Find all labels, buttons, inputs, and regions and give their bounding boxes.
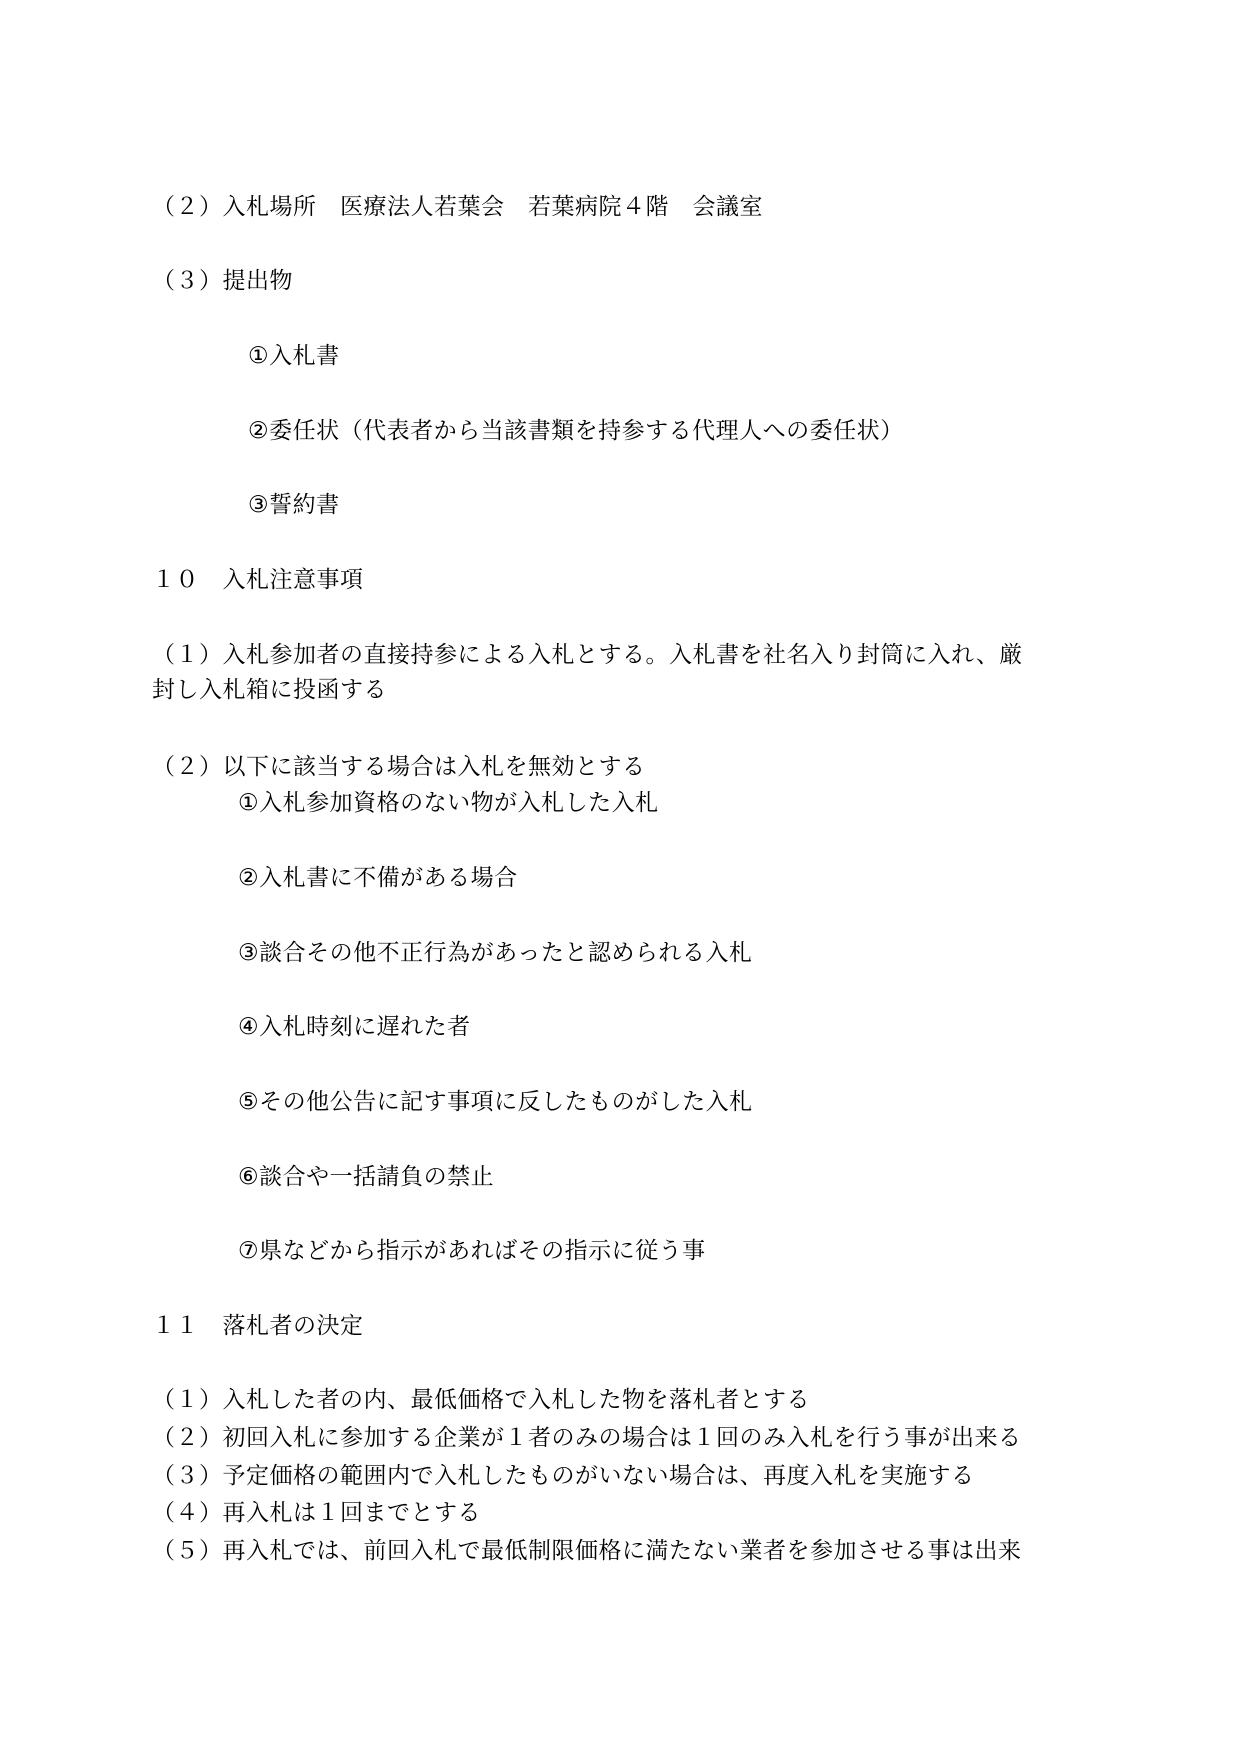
award-rule-1: （１）入札した者の内、最低価格で入札した物を落札者とする xyxy=(152,1387,810,1413)
invalid-case-1: ①入札参加資格のない物が入札した入札 xyxy=(238,790,659,816)
submission-1-bid-form: ①入札書 xyxy=(248,343,340,369)
section-10-heading: １０ 入札注意事項 xyxy=(152,567,364,593)
rule-1-line-1: （１）入札参加者の直接持参による入札とする。入札書を社名入り封筒に入れ、厳 xyxy=(152,642,1023,668)
award-rule-2: （２）初回入札に参加する企業が１者のみの場合は１回のみ入札を行う事が出来る xyxy=(152,1425,1022,1451)
invalid-case-4: ④入札時刻に遅れた者 xyxy=(238,1014,471,1040)
invalid-case-7: ⑦県などから指示があればその指示に従う事 xyxy=(238,1238,706,1264)
item-2-bid-location: （２）入札場所 医療法人若葉会 若葉病院４階 会議室 xyxy=(152,194,763,220)
award-rule-5: （５）再入札では、前回入札で最低制限価格に満たない業者を参加させる事は出来 xyxy=(152,1538,1022,1564)
award-rule-4: （４）再入札は１回までとする xyxy=(152,1500,481,1526)
section-11-heading: １１ 落札者の決定 xyxy=(152,1313,364,1339)
rule-2-invalid-bids: （２）以下に該当する場合は入札を無効とする xyxy=(152,754,646,780)
invalid-case-2: ②入札書に不備がある場合 xyxy=(238,865,518,891)
rule-1-line-2: 封し入札箱に投函する xyxy=(152,677,387,703)
invalid-case-3: ③談合その他不正行為があったと認められる入札 xyxy=(238,940,753,966)
invalid-case-5: ⑤その他公告に記す事項に反したものがした入札 xyxy=(238,1089,753,1115)
submission-3-pledge: ③誓約書 xyxy=(248,492,340,518)
item-3-submissions: （３）提出物 xyxy=(152,268,293,294)
submission-2-power-of-attorney: ②委任状（代表者から当該書類を持参する代理人への委任状） xyxy=(248,418,904,444)
award-rule-3: （３）予定価格の範囲内で入札したものがいない場合は、再度入札を実施する xyxy=(152,1463,975,1489)
invalid-case-6: ⑥談合や一括請負の禁止 xyxy=(238,1164,495,1190)
